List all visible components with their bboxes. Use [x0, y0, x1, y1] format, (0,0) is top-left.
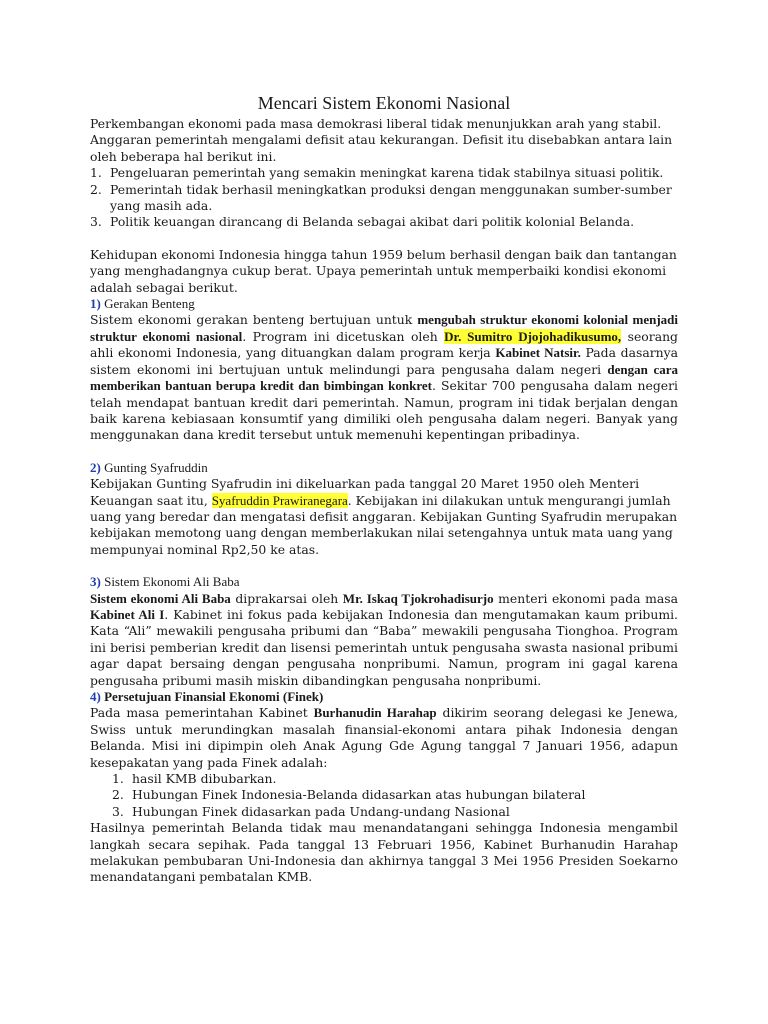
- page-title: Mencari Sistem Ekonomi Nasional: [257, 93, 511, 113]
- list-item: 2. Hubungan Finek Indonesia-Belanda didasarkan atas hubungan bilateral: [112, 787, 586, 803]
- section-body-finek: Pada masa pemerintahan Kabinet Burhanudin Harahap dikirim seorang delegasi ke Jenewa, Swiss untuk merundingkan masalah finansial-ekonomi antara pihak Indonesia dengan Belanda. Misi ini dipimpin oleh Anak Agung Gde Agung tanggal 7 Januari 1956, adapun kesepakatan yang pada Finek adalah:: [90, 705, 678, 770]
- section-body-gerakan-benteng: Sistem ekonomi gerakan benteng bertujuan untuk mengubah struktur ekonomi kolonial menjadi struktur ekonomi nasional. Program ini dicetuskan oleh Dr. Sumitro Djojohadikusumo, seorang ahli ekonomi Indonesia, yang dituangkan dalam program kerja Kabinet Natsir. Pada dasarnya sistem ekonomi ini bertujuan untuk melindungi para pengusaha dalam negeri dengan cara memberikan bantuan berupa kredit dan bimbingan konkret. Sekitar 700 pengusaha dalam negeri telah mendapat bantuan kredit dari pemerintah. Namun, program ini tidak berjalan dengan baik karena kebiasaan konsumtif yang dimiliki oleh pengusaha dalam negeri. Banyak yang menggunakan dana kredit tersebut untuk memenuhi kepentingan pribadinya.: [90, 312, 679, 443]
- section-body-gunting-syafruddin: Kebijakan Gunting Syafrudin ini dikeluarkan pada tanggal 20 Maret 1950 oleh Menteri Keuangan saat itu, Syafruddin Prawiranegara. Kebijakan ini dilakukan untuk mengurangi jumlah uang yang beredar dan mengatasi defisit anggaran. Kebijakan Gunting Syafrudin merupakan kebijakan memotong uang dengan memberlakukan nilai setengahnya untuk mata uang yang mempunyai nominal Rp2,50 ke atas.: [90, 476, 678, 557]
- list-item: 1. Pengeluaran pemerintah yang semakin meningkat karena tidak stabilnya situasi politik.: [90, 165, 664, 181]
- list-item: 3. Politik keuangan dirancang di Belanda sebagai akibat dari politik kolonial Belanda.: [90, 214, 635, 230]
- finek-closing-paragraph: Hasilnya pemerintah Belanda tidak mau menandatangani sehingga Indonesia mengambil langkah secara sepihak. Pada tanggal 13 Februari 1956, Kabinet Burhanudin Harahap melakukan pembubaran Uni-Indonesia dan akhirnya tanggal 3 Mei 1956 Presiden Soekarno menandatangani pembatalan KMB.: [90, 820, 678, 885]
- highlight: Dr. Sumitro Djojohadikusumo,: [444, 328, 622, 344]
- intro-list: [90, 165, 678, 231]
- section-body-ali-baba: Sistem ekonomi Ali Baba diprakarsai oleh Mr. Iskaq Tjokrohadisurjo menteri ekonomi pada masa Kabinet Ali I. Kabinet ini fokus pada kebijakan Indonesia dan mengutamakan kaum pribumi. Kata “Ali” mewakili pengusaha pribumi dan “Baba” mewakili pengusaha Tionghoa. Program ini berisi pemberian kredit dan lisensi pemerintah untuk pengusaha swasta nasional pribumi agar dapat bersaing dengan pengusaha nonpribumi. Namun, program ini gagal karena pengusaha pribumi masih miskin dibandingkan pengusaha nonpribumi.: [90, 590, 678, 688]
- section-heading-finek: 4) Persetujuan Finansial Ekonomi (Finek): [90, 689, 324, 704]
- section-heading-ali-baba: 3) Sistem Ekonomi Ali Baba: [90, 574, 240, 590]
- list-item: 2. Pemerintah tidak berhasil meningkatkan produksi dengan menggunakan sumber-sumber yang masih ada.: [90, 181, 672, 214]
- section-heading-gerakan-benteng: 1) Gerakan Benteng: [90, 296, 195, 312]
- intro-paragraph: Perkembangan ekonomi pada masa demokrasi liberal tidak menunjukkan arah yang stabil. Anggaran pemerintah mengalami defisit atau kekurangan. Defisit itu disebabkan antara lain oleh beberapa hal berikut ini.: [90, 116, 673, 164]
- finek-list: [112, 771, 678, 820]
- section-heading-gunting-syafruddin: 2) Gunting Syafruddin: [90, 459, 208, 475]
- context-paragraph: Kehidupan ekonomi Indonesia hingga tahun 1959 belum berhasil dengan baik dan tantangan yang menghadangnya cukup berat. Upaya pemerintah untuk memperbaiki kondisi ekonomi adalah sebagai berikut.: [90, 246, 677, 295]
- highlight: Syafruddin Prawiranegara: [211, 492, 348, 508]
- list-item: 1. hasil KMB dibubarkan.: [112, 771, 277, 787]
- list-item: 3. Hubungan Finek didasarkan pada Undang-undang Nasional: [112, 803, 510, 819]
